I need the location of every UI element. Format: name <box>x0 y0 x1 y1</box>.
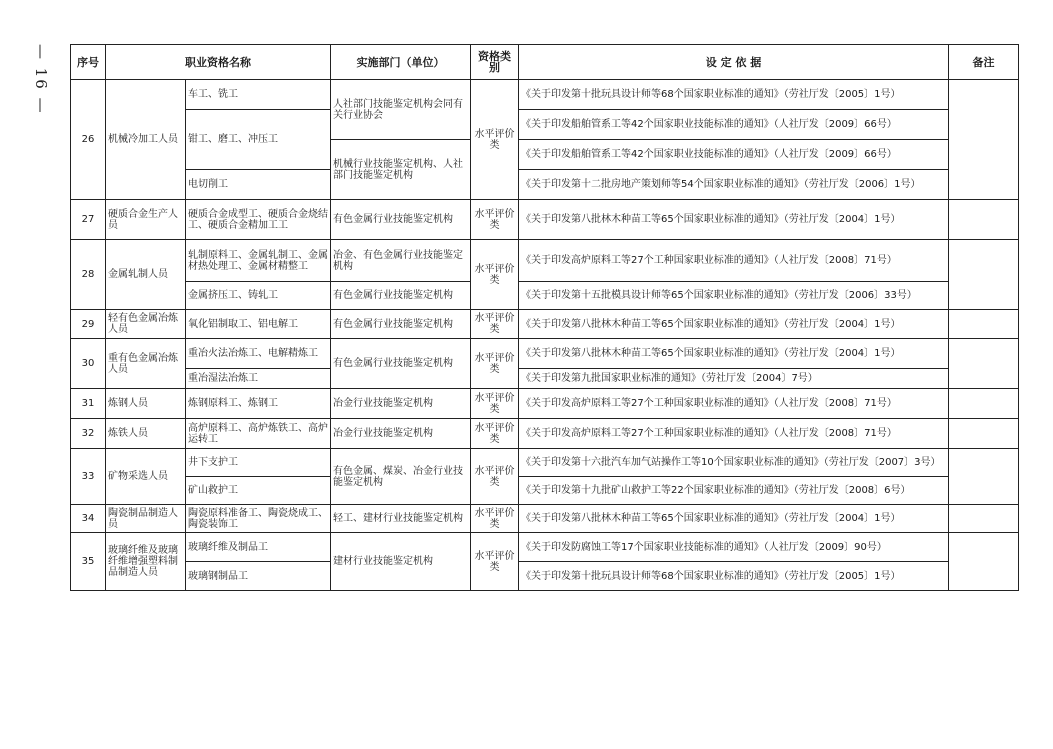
sub-cell: 玻璃钢制品工 <box>186 562 331 591</box>
header-basis: 设 定 依 据 <box>519 45 949 80</box>
table-row <box>71 389 1019 419</box>
dept-cell: 建材行业技能鉴定机构 <box>331 533 471 591</box>
cat-cell: 水平评价类 <box>471 533 519 591</box>
dept-cell: 有色金属行业技能鉴定机构 <box>331 200 471 240</box>
header-dept: 实施部门（单位） <box>331 45 471 80</box>
dept-cell: 有色金属、煤炭、冶金行业技能鉴定机构 <box>331 449 471 505</box>
seq-cell: 32 <box>71 419 106 449</box>
cat-cell: 水平评价类 <box>471 80 519 200</box>
page-number: — 16 — <box>32 44 50 115</box>
basis-cell: 《关于印发第十六批汽车加气站操作工等10个国家职业标准的通知》（劳社厅发〔2007〕3号） <box>519 449 949 477</box>
sub-cell: 钳工、磨工、冲压工 <box>186 110 331 170</box>
note-cell <box>949 240 1019 310</box>
cat-cell: 水平评价类 <box>471 240 519 310</box>
sub-cell: 电切削工 <box>186 170 331 200</box>
sub-cell: 重冶火法冶炼工、电解精炼工 <box>186 339 331 369</box>
sub-cell: 轧制原料工、金属轧制工、金属材热处理工、金属材精整工 <box>186 240 331 282</box>
qualification-table <box>70 44 1019 591</box>
note-cell <box>949 200 1019 240</box>
note-cell <box>949 449 1019 505</box>
basis-cell: 《关于印发高炉原料工等27个工种国家职业标准的通知》（人社厅发〔2008〕71号） <box>519 419 949 449</box>
seq-cell: 31 <box>71 389 106 419</box>
basis-cell: 《关于印发第八批林木种苗工等65个国家职业标准的通知》（劳社厅发〔2004〕1号） <box>519 200 949 240</box>
table-row <box>71 477 1019 505</box>
sub-cell: 重冶湿法冶炼工 <box>186 369 331 389</box>
note-cell <box>949 80 1019 200</box>
seq-cell: 28 <box>71 240 106 310</box>
note-cell <box>949 339 1019 389</box>
group-cell: 金属轧制人员 <box>106 240 186 310</box>
sub-cell: 玻璃纤维及制品工 <box>186 533 331 562</box>
sub-cell: 井下支护工 <box>186 449 331 477</box>
dept-cell: 有色金属行业技能鉴定机构 <box>331 282 471 310</box>
basis-cell: 《关于印发第十批玩具设计师等68个国家职业标准的通知》（劳社厅发〔2005〕1号） <box>519 562 949 591</box>
table-row <box>71 339 1019 369</box>
group-cell: 硬质合金生产人员 <box>106 200 186 240</box>
group-cell: 重有色金属冶炼人员 <box>106 339 186 389</box>
sub-cell: 陶瓷原料准备工、陶瓷烧成工、陶瓷装饰工 <box>186 505 331 533</box>
sub-cell: 炼钢原料工、炼钢工 <box>186 389 331 419</box>
seq-cell: 33 <box>71 449 106 505</box>
header-seq: 序号 <box>71 45 106 80</box>
header-name: 职业资格名称 <box>106 45 331 80</box>
basis-cell: 《关于印发第十二批房地产策划师等54个国家职业标准的通知》（劳社厅发〔2006〕1号） <box>519 170 949 200</box>
group-cell: 机械冷加工人员 <box>106 80 186 200</box>
group-cell: 炼铁人员 <box>106 419 186 449</box>
group-cell: 轻有色金属冶炼人员 <box>106 310 186 339</box>
table-row <box>71 562 1019 591</box>
basis-cell: 《关于印发船舶管系工等42个国家职业技能标准的通知》（人社厅发〔2009〕66号） <box>519 110 949 140</box>
basis-cell: 《关于印发第八批林木种苗工等65个国家职业标准的通知》（劳社厅发〔2004〕1号） <box>519 505 949 533</box>
table-row <box>71 110 1019 140</box>
basis-cell: 《关于印发第十九批矿山救护工等22个国家职业标准的通知》（劳社厅发〔2008〕6号） <box>519 477 949 505</box>
cat-cell: 水平评价类 <box>471 449 519 505</box>
table-row <box>71 310 1019 339</box>
cat-cell: 水平评价类 <box>471 419 519 449</box>
basis-cell: 《关于印发高炉原料工等27个工种国家职业标准的通知》（人社厅发〔2008〕71号） <box>519 240 949 282</box>
note-cell <box>949 533 1019 591</box>
dept-cell: 冶金行业技能鉴定机构 <box>331 419 471 449</box>
basis-cell: 《关于印发第十五批模具设计师等65个国家职业标准的通知》（劳社厅发〔2006〕33号） <box>519 282 949 310</box>
cat-cell: 水平评价类 <box>471 200 519 240</box>
dept-cell: 有色金属行业技能鉴定机构 <box>331 310 471 339</box>
dept-cell: 轻工、建材行业技能鉴定机构 <box>331 505 471 533</box>
group-cell: 矿物采选人员 <box>106 449 186 505</box>
sub-cell: 金属挤压工、铸轧工 <box>186 282 331 310</box>
table-row <box>71 533 1019 562</box>
note-cell <box>949 310 1019 339</box>
dept-cell: 冶金行业技能鉴定机构 <box>331 389 471 419</box>
dept-cell: 人社部门技能鉴定机构会同有关行业协会 <box>331 80 471 140</box>
header-row <box>71 45 1019 80</box>
seq-cell: 27 <box>71 200 106 240</box>
note-cell <box>949 419 1019 449</box>
table-row <box>71 240 1019 282</box>
basis-cell: 《关于印发防腐蚀工等17个国家职业技能标准的通知》（人社厅发〔2009〕90号） <box>519 533 949 562</box>
sub-cell: 氧化铝制取工、铝电解工 <box>186 310 331 339</box>
seq-cell: 26 <box>71 80 106 200</box>
header-note: 备注 <box>949 45 1019 80</box>
table-row <box>71 80 1019 110</box>
cat-cell: 水平评价类 <box>471 389 519 419</box>
cat-cell: 水平评价类 <box>471 310 519 339</box>
basis-cell: 《关于印发第八批林木种苗工等65个国家职业标准的通知》（劳社厅发〔2004〕1号） <box>519 310 949 339</box>
table-row <box>71 282 1019 310</box>
cat-cell: 水平评价类 <box>471 339 519 389</box>
dept-cell: 有色金属行业技能鉴定机构 <box>331 339 471 389</box>
basis-cell: 《关于印发第八批林木种苗工等65个国家职业标准的通知》（劳社厅发〔2004〕1号） <box>519 339 949 369</box>
sub-cell: 矿山救护工 <box>186 477 331 505</box>
dept-cell: 机械行业技能鉴定机构、人社部门技能鉴定机构 <box>331 140 471 200</box>
table-row <box>71 505 1019 533</box>
sub-cell: 硬质合金成型工、硬质合金烧结工、硬质合金精加工工 <box>186 200 331 240</box>
sub-cell: 车工、铣工 <box>186 80 331 110</box>
table-row <box>71 170 1019 200</box>
basis-cell: 《关于印发船舶管系工等42个国家职业技能标准的通知》（人社厅发〔2009〕66号） <box>519 140 949 170</box>
cat-cell: 水平评价类 <box>471 505 519 533</box>
header-cat: 资格类别 <box>471 45 519 80</box>
basis-cell: 《关于印发第十批玩具设计师等68个国家职业标准的通知》（劳社厅发〔2005〕1号） <box>519 80 949 110</box>
dept-cell: 冶金、有色金属行业技能鉴定机构 <box>331 240 471 282</box>
seq-cell: 34 <box>71 505 106 533</box>
seq-cell: 35 <box>71 533 106 591</box>
group-cell: 陶瓷制品制造人员 <box>106 505 186 533</box>
basis-cell: 《关于印发第九批国家职业标准的通知》（劳社厅发〔2004〕7号） <box>519 369 949 389</box>
sub-cell: 高炉原料工、高炉炼铁工、高炉运转工 <box>186 419 331 449</box>
table-row <box>71 369 1019 389</box>
note-cell <box>949 505 1019 533</box>
group-cell: 玻璃纤维及玻璃纤维增强塑料制品制造人员 <box>106 533 186 591</box>
table-row <box>71 449 1019 477</box>
note-cell <box>949 389 1019 419</box>
table-row <box>71 419 1019 449</box>
group-cell: 炼钢人员 <box>106 389 186 419</box>
seq-cell: 29 <box>71 310 106 339</box>
table-row <box>71 200 1019 240</box>
basis-cell: 《关于印发高炉原料工等27个工种国家职业标准的通知》（人社厅发〔2008〕71号） <box>519 389 949 419</box>
seq-cell: 30 <box>71 339 106 389</box>
